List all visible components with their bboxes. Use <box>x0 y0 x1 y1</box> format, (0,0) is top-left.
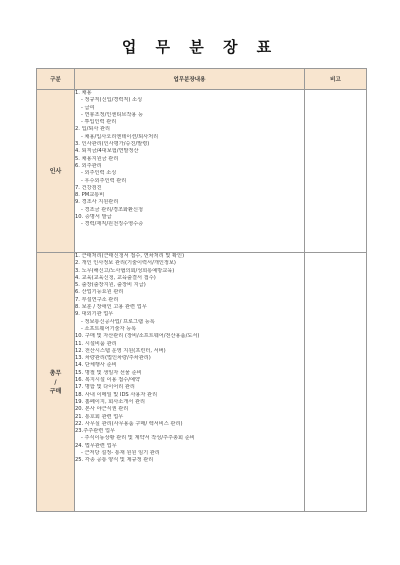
duty-item: 2. 입/퇴사 관리 <box>75 126 111 133</box>
content-cell-hr <box>75 90 305 253</box>
duty-item: 9. 대외기관 업무 <box>75 311 114 318</box>
duty-item: 20. 본사 야근식권 관리 <box>75 406 129 413</box>
duty-item: 7. 건강검진 <box>75 184 102 191</box>
duty-subitem: - 소프트웨어기술자 등록 <box>81 325 137 332</box>
duty-item: 1. 채용 <box>75 90 92 96</box>
duty-item: 6. 외주관리 <box>75 162 102 169</box>
duty-subitem: - 외주인력 소싱 <box>81 170 117 177</box>
header-row <box>37 69 367 90</box>
duty-item: 25. 각종 공통 양식 및 제규정 관리 <box>75 457 154 464</box>
duty-item: 9. 경조사 지원관리 <box>75 199 119 206</box>
duty-item: 1. 근태처리(근태신청서 접수, 연차처리 및 확인) <box>75 253 185 259</box>
duty-item: 10. 구매 및 자산관리 (장비/소프트웨어/전산용품/도서) <box>75 333 200 340</box>
note-cell-hr <box>305 90 367 253</box>
duty-item: 3. 인사관리(인사평가/승진/발령) <box>75 141 150 148</box>
duty-subitem: - 급여 <box>81 104 95 111</box>
duty-item: 2. 개인 인사정보 관리(기술이력서/개인정보) <box>75 260 176 267</box>
duty-subitem: - 정보통신공사업/ 프로그램 등록 <box>81 318 155 325</box>
content-cell-general-affairs <box>75 253 305 512</box>
duty-subitem: - 투입인력 관리 <box>81 119 117 126</box>
duty-item: 24. 법무관련 업무 <box>75 442 117 449</box>
header-note: 비고 <box>305 69 367 90</box>
table-row-hr <box>37 90 367 253</box>
duty-item: 4. 퇴직금/4대보험/연말정산 <box>75 148 139 155</box>
dept-label: 인사 <box>49 167 62 175</box>
header-content: 업무분장내용 <box>75 69 305 90</box>
duty-item: 5. 채용지원금 관리 <box>75 155 119 162</box>
duty-item: 4. 교육(교육신청, 교육출결서 접수) <box>75 274 156 281</box>
duty-subitem: - 경조금 관리/경조화환신청 <box>81 206 144 213</box>
duty-item: 11. 시설비품 관리 <box>75 340 117 347</box>
dept-label: / <box>54 378 57 386</box>
duty-subitem: - 근저당 설정- 통재 원원 임기 관리 <box>81 450 160 457</box>
header-dept: 구분 <box>37 69 75 90</box>
duty-item: 19. 홈페이지, 회사소개서 관리 <box>75 398 145 405</box>
duty-item: 8. 보훈 / 장애인 고용 관련 업무 <box>75 304 147 311</box>
duty-subitem: - 경력/재직/원천징수영수증 <box>81 221 144 228</box>
dept-cell-hr <box>37 90 75 253</box>
duty-subitem: - 연봉조정/인센티브작용 등 <box>81 111 144 118</box>
duty-item: 15. 명절 및 생일자 선물 준비 <box>75 369 142 376</box>
duty-item: 8. PM교통비 <box>75 192 105 199</box>
duty-item: 6. 산업기능요원 관리 <box>75 289 124 296</box>
duty-subitem: - 정규직(신입/경력직) 소싱 <box>81 97 143 104</box>
dept-label: 구매 <box>49 387 62 395</box>
duty-item: 22. 사무실 관리(사무용품 구매/ 렉서비스 관리) <box>75 420 183 427</box>
duty-item: 5. 출장(출장지원, 출장비 지급) <box>75 282 146 289</box>
duty-table <box>36 68 367 512</box>
duty-item: 7. 부설연구소 관리 <box>75 296 119 303</box>
note-cell-general-affairs <box>305 253 367 512</box>
duty-item: 18. 사내 이메일 및 IDS 사용자 관리 <box>75 391 158 398</box>
duty-item: 16. 복지시설 이용 접수/예약 <box>75 377 141 384</box>
duty-item: 12. 전산시스템 운영 지원(프린터, 서버) <box>75 347 166 354</box>
duty-item: 3. 노무(해신고/노사협의회/성희롱예방교육) <box>75 267 175 274</box>
duty-subitem: - 주식이동상황 관리 및 계약서 작성/주주총회 준비 <box>81 435 195 442</box>
dept-label: 총무 <box>49 369 62 377</box>
dept-cell-general-affairs <box>37 253 75 512</box>
duty-subitem: - 채용/입사오리엔테이션/퇴사처리 <box>81 133 159 140</box>
duty-item: 14. 단체행사 준비 <box>75 362 117 369</box>
duty-item: 23.주주관련 업무 <box>75 428 115 435</box>
table-row-general-affairs <box>37 253 367 512</box>
duty-item: 13. 차량관리(법인차량/주차관리) <box>75 355 151 362</box>
duty-item: 17. 명함 및 다이어리 관리 <box>75 384 135 391</box>
duty-item: 10. 증명서 발급 <box>75 214 112 221</box>
page-title: 업 무 분 장 표 <box>121 38 279 56</box>
duty-item: 21. 통호회 관련 업무 <box>75 413 124 420</box>
duty-subitem: - 우수외주인력 관리 <box>81 177 127 184</box>
